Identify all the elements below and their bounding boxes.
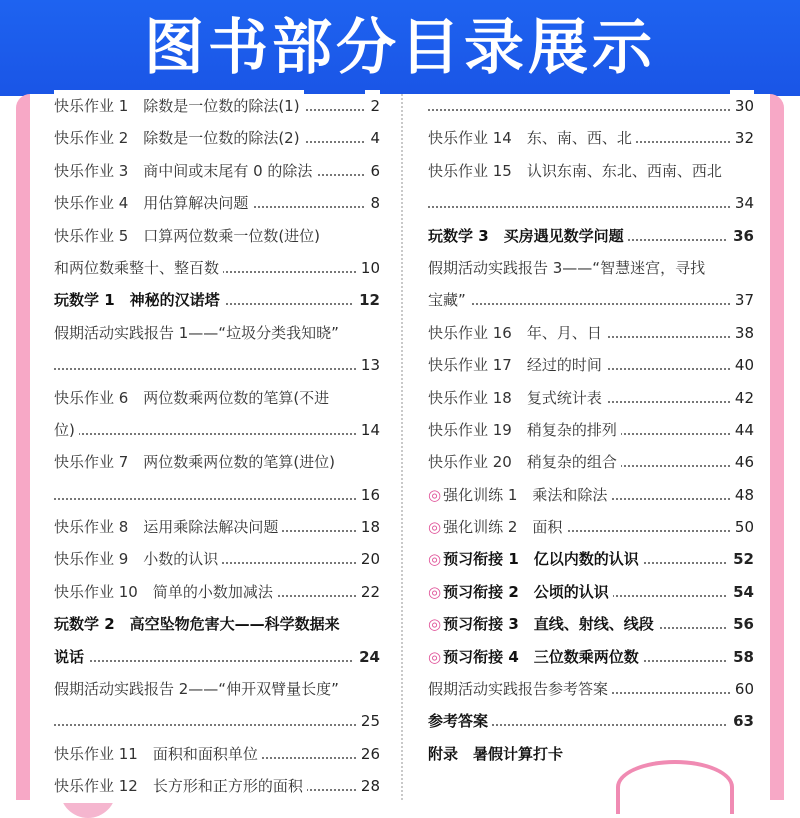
toc-entry-label xyxy=(54,382,333,414)
toc-entry xyxy=(428,155,754,187)
toc-page-number: 25 xyxy=(356,705,380,737)
dot-leader xyxy=(428,109,754,111)
toc-page-number: 58 xyxy=(728,641,754,673)
toc-entry xyxy=(428,641,754,673)
dot-leader xyxy=(54,433,380,435)
toc-entry-title: 预习衔接 4 三位数乘两位数 xyxy=(443,647,639,666)
toc-entry xyxy=(428,738,754,770)
toc-page-number: 18 xyxy=(356,511,380,543)
toc-entry xyxy=(54,414,380,446)
toc-page-number: 26 xyxy=(356,738,380,770)
toc-entry-title: 快乐作业 7 两位数乘两位数的笔算(进位) xyxy=(54,453,336,472)
toc-entry-title: 假期活动实践报告 1——“垃圾分类我知晓” xyxy=(54,323,339,342)
toc-entry-label xyxy=(54,187,252,219)
toc-entry-title: 参考答案 xyxy=(428,712,489,731)
toc-entry-title: 说话 xyxy=(54,647,85,666)
toc-entry-title: 快乐作业 16 年、月、日 xyxy=(428,323,602,342)
toc-page-number: 36 xyxy=(728,220,754,252)
toc-entry-title: 快乐作业 18 复式统计表 xyxy=(428,388,602,407)
toc-entry-title: 快乐作业 9 小数的认识 xyxy=(54,550,219,569)
toc-entry-label xyxy=(54,414,79,446)
toc-entry xyxy=(428,90,754,122)
toc-entry-label xyxy=(428,220,628,252)
toc-entry-title: 快乐作业 11 面积和面积单位 xyxy=(54,744,258,763)
toc-entry xyxy=(54,446,380,478)
toc-page-number: 32 xyxy=(730,122,754,154)
toc-entry xyxy=(54,155,380,187)
toc-entry xyxy=(54,187,380,219)
toc-entry xyxy=(428,511,754,543)
toc-entry-label xyxy=(428,122,636,154)
toc-entry-label xyxy=(428,382,606,414)
toc-entry-title: 假期活动实践报告 3——“智慧迷宫，寻找 xyxy=(428,258,706,277)
toc-entry-label xyxy=(428,576,613,608)
toc-entry-title: 快乐作业 6 两位数乘两位数的笔算(不进 xyxy=(54,388,330,407)
toc-page-number: 46 xyxy=(730,446,754,478)
toc-page-number: 20 xyxy=(356,543,380,575)
toc-page-number: 2 xyxy=(365,90,380,122)
toc-page-number: 14 xyxy=(356,414,380,446)
toc-entry-label xyxy=(54,673,343,705)
toc-entry xyxy=(54,641,380,673)
circle-marker-icon: ◎ xyxy=(428,582,442,601)
toc-entry-title: 玩数学 3 买房遇见数学问题 xyxy=(428,226,624,245)
toc-entry-label xyxy=(54,641,88,673)
toc-page-number: 50 xyxy=(730,511,754,543)
toc-entry-title: 预习衔接 2 公顷的认识 xyxy=(443,582,609,601)
toc-entry xyxy=(428,446,754,478)
toc-entry-title: 快乐作业 10 简单的小数加减法 xyxy=(54,582,273,601)
toc-entry-label xyxy=(54,252,223,284)
toc-entry-label xyxy=(428,511,566,543)
banner-title: 图书部分目录展示 xyxy=(144,13,656,83)
toc-entry xyxy=(54,770,380,802)
toc-page-number: 30 xyxy=(730,90,754,122)
toc-page-number: 24 xyxy=(354,641,380,673)
title-banner xyxy=(0,0,800,96)
toc-page-number: 13 xyxy=(356,349,380,381)
toc-entry-title: 快乐作业 14 东、南、西、北 xyxy=(428,129,632,148)
toc-entry xyxy=(428,122,754,154)
toc-entry-label xyxy=(428,738,567,770)
circle-marker-icon: ◎ xyxy=(428,647,442,666)
toc-entry-label xyxy=(428,414,621,446)
toc-entry xyxy=(428,576,754,608)
toc-entry-label xyxy=(428,705,492,737)
toc-entry-title: 快乐作业 19 稍复杂的排列 xyxy=(428,420,617,439)
toc-entry xyxy=(54,543,380,575)
toc-entry-label xyxy=(428,543,643,575)
toc-entry-label xyxy=(428,446,621,478)
toc-entry-title: 强化训练 1 乘法和除法 xyxy=(443,485,608,504)
toc-entry xyxy=(54,673,380,705)
toc-entry xyxy=(428,673,754,705)
toc-entry xyxy=(428,317,754,349)
toc-page-number: 6 xyxy=(365,155,380,187)
toc-entry xyxy=(54,317,380,349)
dot-leader xyxy=(54,724,380,726)
toc-page-number: 34 xyxy=(730,187,754,219)
toc-entry xyxy=(54,738,380,770)
toc-entry-label xyxy=(54,220,324,252)
toc-entry xyxy=(54,382,380,414)
toc-entry xyxy=(54,608,380,640)
toc-entry xyxy=(428,608,754,640)
toc-entry-label xyxy=(54,608,344,640)
toc-entry xyxy=(54,90,380,122)
dot-leader xyxy=(54,660,380,662)
dot-leader xyxy=(54,368,380,370)
toc-entry-title: 快乐作业 3 商中间或末尾有 0 的除法 xyxy=(54,161,313,180)
toc-entry xyxy=(54,349,380,381)
toc-entry xyxy=(54,705,380,737)
toc-page-number: 4 xyxy=(365,122,380,154)
toc-page-number: 48 xyxy=(730,479,754,511)
toc-entry-label xyxy=(428,155,726,187)
toc-entry-label xyxy=(428,673,612,705)
toc-page-number: 42 xyxy=(730,382,754,414)
toc-entry xyxy=(428,187,754,219)
toc-entry-label xyxy=(54,511,282,543)
circle-marker-icon: ◎ xyxy=(428,518,442,537)
toc-entry-label xyxy=(54,155,316,187)
toc-entry xyxy=(428,705,754,737)
toc-entry xyxy=(428,479,754,511)
toc-entry-title: 快乐作业 20 稍复杂的组合 xyxy=(428,453,617,472)
toc-page-number: 8 xyxy=(365,187,380,219)
toc-page-number: 12 xyxy=(354,284,380,316)
toc-entry-title: 玩数学 1 神秘的汉诺塔 xyxy=(54,291,220,310)
toc-entry-title: 玩数学 2 高空坠物危害大——科学数据来 xyxy=(54,615,340,634)
toc-entry xyxy=(428,284,754,316)
toc-entry-title: 快乐作业 12 长方形和正方形的面积 xyxy=(54,777,303,796)
toc-entry-title: 位) xyxy=(54,420,75,439)
toc-entry xyxy=(54,479,380,511)
toc-entry-label xyxy=(428,641,643,673)
toc-entry-label xyxy=(54,738,262,770)
toc-entry-label xyxy=(428,317,606,349)
toc-entry xyxy=(428,220,754,252)
toc-entry-title: 快乐作业 15 认识东南、东北、西南、西北 xyxy=(428,161,722,180)
toc-page-number: 40 xyxy=(730,349,754,381)
toc-left-column xyxy=(54,90,380,803)
toc-entry xyxy=(54,252,380,284)
toc-entry xyxy=(428,252,754,284)
toc-entry-title: 假期活动实践报告 2——“伸开双臂量长度” xyxy=(54,680,339,699)
dot-leader xyxy=(428,303,754,305)
toc-entry-label xyxy=(54,122,304,154)
dot-leader xyxy=(54,498,380,500)
toc-entry xyxy=(54,576,380,608)
toc-entry-label xyxy=(54,576,277,608)
toc-entry-title: 预习衔接 3 直线、射线、线段 xyxy=(443,615,654,634)
toc-entry-label xyxy=(54,317,343,349)
toc-entry-title: 假期活动实践报告参考答案 xyxy=(428,680,609,699)
toc-entry-title: 宝藏” xyxy=(428,291,466,310)
toc-page-number: 60 xyxy=(730,673,754,705)
toc-entry-label xyxy=(428,479,611,511)
toc-entry-label xyxy=(54,284,224,316)
toc-entry xyxy=(428,414,754,446)
circle-marker-icon: ◎ xyxy=(428,485,442,504)
toc-entry-label xyxy=(54,543,222,575)
toc-entry xyxy=(54,122,380,154)
toc-page-number: 37 xyxy=(730,284,754,316)
toc-entry-title: 快乐作业 1 除数是一位数的除法(1) xyxy=(54,97,300,115)
circle-marker-icon: ◎ xyxy=(428,615,442,634)
toc-entry-title: 快乐作业 17 经过的时间 xyxy=(428,356,602,375)
circle-marker-icon: ◎ xyxy=(428,550,442,569)
toc-page-number: 22 xyxy=(356,576,380,608)
toc-entry-label xyxy=(54,446,339,478)
toc-page-number: 56 xyxy=(728,608,754,640)
toc-entry xyxy=(54,511,380,543)
dot-leader xyxy=(428,206,754,208)
toc-entry-label xyxy=(428,284,470,316)
toc-entry-title: 快乐作业 5 口算两位数乘一位数(进位) xyxy=(54,226,321,245)
toc-entry-title: 快乐作业 8 运用乘除法解决问题 xyxy=(54,518,279,537)
toc-entry xyxy=(54,220,380,252)
toc-entry-label xyxy=(428,608,658,640)
toc-page-number: 63 xyxy=(728,705,754,737)
toc-entry-label xyxy=(54,90,304,122)
toc-page-number: 44 xyxy=(730,414,754,446)
toc-entry xyxy=(428,349,754,381)
toc-entry-label xyxy=(428,349,606,381)
toc-entry xyxy=(428,382,754,414)
toc-entry-title: 快乐作业 2 除数是一位数的除法(2) xyxy=(54,129,300,148)
toc-entry-title: 和两位数乘整十、整百数 xyxy=(54,258,220,277)
toc-entry-title: 强化训练 2 面积 xyxy=(443,518,563,537)
toc-entry-title: 附录 暑假计算打卡 xyxy=(428,744,564,763)
toc-page-number: 10 xyxy=(356,252,380,284)
toc-entry xyxy=(428,543,754,575)
toc-entry xyxy=(54,284,380,316)
toc-right-column xyxy=(428,90,754,770)
toc-page-number: 52 xyxy=(728,543,754,575)
toc-page-number: 38 xyxy=(730,317,754,349)
column-divider xyxy=(401,94,403,800)
toc-entry-label xyxy=(54,770,307,802)
toc-entry-label xyxy=(428,252,709,284)
toc-page-number: 16 xyxy=(356,479,380,511)
toc-page-number: 28 xyxy=(356,770,380,802)
toc-page-number: 54 xyxy=(728,576,754,608)
toc-entry-title: 预习衔接 1 亿以内数的认识 xyxy=(443,550,639,569)
toc-entry-title: 快乐作业 4 用估算解决问题 xyxy=(54,194,249,213)
